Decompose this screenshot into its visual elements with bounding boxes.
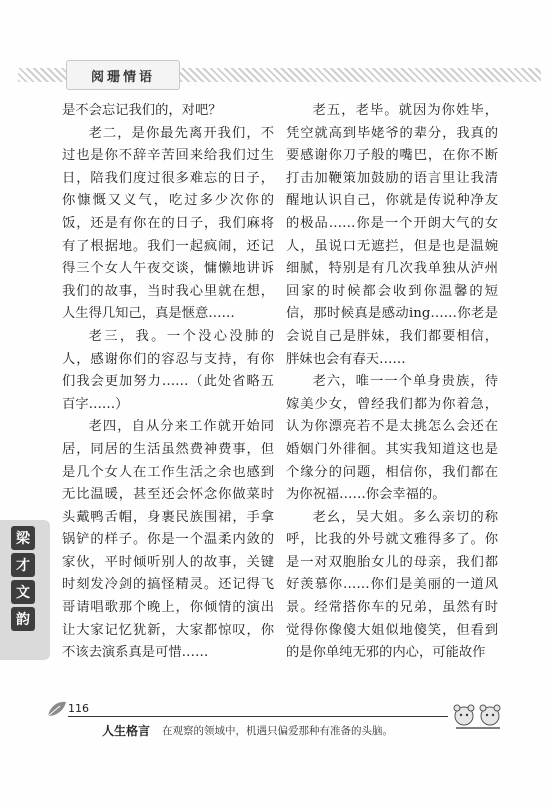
side-stamp-char: 才 [11, 553, 35, 577]
side-stamp-char: 韵 [11, 607, 35, 631]
paragraph: 老幺，吴大姐。多么亲切的称呼，比我的外号就文雅得多了。你是一对双胞胎女儿的母亲，我们都好羡慕你……你们是美丽的一道风景。经常搭你车的兄弟，虽然有时觉得你像傻大姐似地傻笑，但看到的是你单纯无邪的内心，可能故作 [286, 509, 498, 661]
paragraph: 老四，自从分来工作就开始同居，同居的生活虽然费神费事，但是几个女人在工作生活之余也感到无比温暖，甚至还会怀念你做菜时头戴鸭舌帽，身裹民族围裙，手拿锅铲的样子。你是一个温柔内敛的家伙，平时倾听别人的故事，关键时刻发冷剑的搞怪精灵。还记得飞哥请唱歌那个晚上，你倾情的演出让大家记忆犹新，大家都惊叹，你不该去演系真是可惜…… [62, 419, 274, 661]
header-title: 阅珊情语 [90, 69, 155, 85]
paragraph: 老五，老毕。就因为你姓毕，凭空就高到毕姥爷的辈分，我真的要感谢你刀子般的嘴巴，在你不断打击加鞭策加鼓励的语言里让我清醒地认识自己，你就是传说种净友的极品……你是一个开朗大气的女人，虽说口无遮拦，但是也是温婉细腻，特别是有几次我单独从泸州回家的时候都会收到你温馨的短信，那时候真是感动ing……你老是会说自己是胖妹，我们都要相信，胖妹也会有春天…… [286, 103, 498, 367]
right-text-column [286, 100, 498, 665]
header-title-tab [66, 60, 180, 90]
footer-motto: 在观察的领域中，机遇只偏爱那种有准备的头脑。 [162, 725, 393, 737]
paragraph: 是不会忘记我们的，对吧？ [62, 103, 222, 118]
side-stamp-char: 梁 [11, 526, 35, 550]
footer-label: 人生格言 [102, 724, 151, 738]
paragraph: 老二，是你最先离开我们，不过也是你不辞辛苦回来给我们过生日，陪我们度过很多难忘的日子，你慷慨又义气，吃过多少次你的饭，还是有你在的日子，我们麻将有了根据地。我们一起疯闹，还记得三个女人午夜交谈，慵懒地讲诉我们的故事，当时我心里就在想，人生得几知己，真是惬意…… [62, 125, 274, 322]
page-footer [0, 700, 551, 740]
bear-mascots-icon [450, 702, 506, 732]
side-section-tab [0, 520, 50, 660]
paragraph: 老六，唯一一个单身贵族，待嫁美少女，曾经我们都为你着急，认为你漂亮若不是太挑怎么会还在婚姻门外徘徊。其实我知道这也是个缘分的问题，相信你，我们都在为你祝福……你会幸福的。 [286, 374, 498, 503]
side-stamp-char: 文 [11, 580, 35, 604]
side-tab-stamps [11, 526, 35, 631]
left-text-column [62, 100, 274, 665]
running-header [18, 60, 541, 90]
leaf-icon [46, 700, 68, 718]
footer-rule [68, 716, 448, 717]
page-number: 116 [68, 702, 89, 715]
paragraph: 老三，我。一个没心没肺的人，感谢你们的容忍与支持，有你们我会更加努力……（此处省略五百字……） [62, 328, 274, 412]
